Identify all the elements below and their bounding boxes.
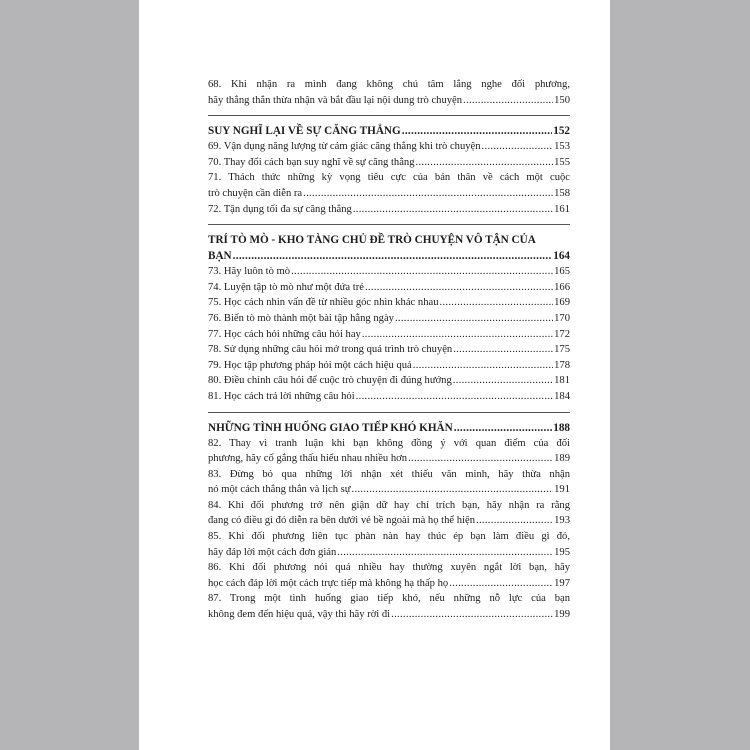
entry-title: 76. Biến tò mò thành một bài tập hằng ngày xyxy=(208,312,394,324)
entry-last-line xyxy=(208,155,570,171)
entry-last-line xyxy=(208,373,570,389)
entry-title: 78. Sử dụng những câu hỏi mở trong quá trình trò chuyện xyxy=(208,344,453,356)
dot-leader xyxy=(402,123,553,139)
section-spacer xyxy=(208,108,570,115)
entry-last-line xyxy=(208,327,570,343)
toc-entry xyxy=(208,280,570,296)
dot-leader xyxy=(353,202,553,218)
toc-entry xyxy=(208,295,570,311)
entry-text-line: 84. Khi đối phương trở nên giận dữ hay chỉ trích bạn, hãy nhận ra rằng xyxy=(208,499,570,511)
entry-page-number: 175 xyxy=(554,344,570,356)
entry-page-number: 153 xyxy=(554,141,570,153)
dot-leader xyxy=(362,327,553,343)
dot-leader xyxy=(476,513,553,529)
entry-title: hãy thẳng thắn thừa nhận và bắt đầu lại nội dung trò chuyện xyxy=(208,94,463,106)
dot-leader xyxy=(440,295,554,311)
entry-last-line xyxy=(208,264,570,280)
section-heading xyxy=(208,248,570,264)
entry-page-number: 191 xyxy=(554,484,570,496)
entry-last-line xyxy=(208,482,570,498)
book-page xyxy=(139,0,610,750)
entry-page-number: 181 xyxy=(554,375,570,387)
dot-leader xyxy=(408,451,553,467)
entry-page-number: 161 xyxy=(554,203,570,215)
entry-last-line xyxy=(208,607,570,623)
entry-title: 74. Luyện tập tò mò như một đứa trẻ xyxy=(208,281,364,293)
entry-text-line: 87. Trong một tình huống giao tiếp khó, nếu những nỗ lực của bạn xyxy=(208,593,570,605)
toc-section xyxy=(208,420,570,623)
dot-leader xyxy=(303,186,553,202)
toc-entry xyxy=(208,170,570,201)
dot-leader xyxy=(454,420,553,436)
entry-title: 72. Tận dụng tối đa sự căng thẳng xyxy=(208,203,352,215)
toc-section xyxy=(208,232,570,404)
section-spacer xyxy=(208,116,570,123)
entry-title: 79. Học tập phương pháp hỏi một cách hiệu quả xyxy=(208,359,412,371)
entry-last-line xyxy=(208,545,570,561)
entry-title: 70. Thay đổi cách bạn suy nghĩ về sự căng thẳng xyxy=(208,156,415,168)
entry-last-line xyxy=(208,139,570,155)
section-spacer xyxy=(208,405,570,412)
section-spacer xyxy=(208,413,570,420)
toc-entry xyxy=(208,327,570,343)
toc-entry xyxy=(208,139,570,155)
entry-page-number: 165 xyxy=(554,266,570,278)
section-spacer xyxy=(208,225,570,232)
entry-last-line xyxy=(208,295,570,311)
toc-entry xyxy=(208,264,570,280)
section-spacer xyxy=(208,217,570,224)
entry-page-number: 195 xyxy=(554,546,570,558)
entry-title: 80. Điều chỉnh câu hỏi để cuộc trò chuyện đi đúng hướng xyxy=(208,375,452,387)
dot-leader xyxy=(291,264,553,280)
dot-leader xyxy=(449,576,553,592)
entry-page-number: 193 xyxy=(554,515,570,527)
entry-last-line xyxy=(208,576,570,592)
entry-page-number: 184 xyxy=(554,390,570,402)
toc-entry xyxy=(208,77,570,108)
entry-last-line xyxy=(208,186,570,202)
entry-page-number: 172 xyxy=(554,328,570,340)
entry-title: hãy đáp lời một cách đơn giản xyxy=(208,546,337,558)
dot-leader xyxy=(395,311,553,327)
entry-text-line: 85. Khi đối phương liên tục phàn nàn hay thúc ép bạn làm điều gì đó, xyxy=(208,531,570,543)
entry-page-number: 158 xyxy=(554,187,570,199)
entry-title: phương, hãy cố gắng thấu hiểu nhau nhiều hơn xyxy=(208,453,408,465)
entry-text-line: 83. Đừng bỏ qua những lời nhận xét thiếu văn minh, hãy thừa nhận xyxy=(208,468,570,480)
entry-text-line: 71. Thách thức những kỳ vọng tiêu cực của bản thân về cách một cuộc xyxy=(208,172,570,184)
entry-last-line xyxy=(208,280,570,296)
toc-entry xyxy=(208,311,570,327)
entry-page-number: 170 xyxy=(554,312,570,324)
entry-last-line xyxy=(208,451,570,467)
entry-last-line xyxy=(208,342,570,358)
dot-leader xyxy=(453,342,553,358)
entry-page-number: 166 xyxy=(554,281,570,293)
toc-section xyxy=(208,123,570,217)
section-heading-text: SUY NGHĨ LẠI VỀ SỰ CĂNG THẲNG xyxy=(208,125,401,138)
toc-entry xyxy=(208,436,570,467)
entry-page-number: 155 xyxy=(554,156,570,168)
dot-leader xyxy=(337,545,553,561)
entry-last-line xyxy=(208,513,570,529)
entry-page-number: 197 xyxy=(554,577,570,589)
toc-entry xyxy=(208,373,570,389)
entry-title: 75. Học cách nhìn vấn đề từ nhiều góc nhìn khác nhau xyxy=(208,297,439,309)
entry-last-line xyxy=(208,311,570,327)
entry-text-line: 68. Khi nhận ra mình đang không chú tâm lắng nghe đối phương, xyxy=(208,79,570,90)
entry-text-line: 86. Khi đối phương nói quá nhiều hay thường xuyên ngắt lời bạn, hãy xyxy=(208,562,570,574)
entry-title: 73. Hãy luôn tò mò xyxy=(208,266,291,278)
entry-last-line xyxy=(208,389,570,405)
dot-leader xyxy=(352,482,554,498)
dot-leader xyxy=(233,248,553,264)
table-of-contents xyxy=(208,77,570,623)
section-heading-text: NHỮNG TÌNH HUỐNG GIAO TIẾP KHÓ KHĂN xyxy=(208,421,453,434)
toc-entry xyxy=(208,529,570,560)
entry-title: 77. Học cách hỏi những câu hỏi hay xyxy=(208,328,361,340)
toc-entry xyxy=(208,342,570,358)
dot-leader xyxy=(365,280,553,296)
entry-page-number: 150 xyxy=(554,94,570,106)
toc-entry xyxy=(208,591,570,622)
toc-entry xyxy=(208,389,570,405)
entry-title: 69. Vận dụng năng lượng từ cảm giác căng thẳng khi trò chuyện xyxy=(208,141,481,153)
toc-section xyxy=(208,77,570,108)
section-heading xyxy=(208,420,570,436)
entry-title: trò chuyện cần diễn ra xyxy=(208,187,303,199)
entry-title: nó một cách thẳng thắn và lịch sự xyxy=(208,484,351,496)
section-page-number: 188 xyxy=(553,421,570,434)
toc-entry xyxy=(208,202,570,218)
entry-title: không đem đến hiệu quả, vậy thì hãy rời đi xyxy=(208,609,391,621)
dot-leader xyxy=(413,358,553,374)
dot-leader xyxy=(463,93,553,109)
section-page-number: 152 xyxy=(553,125,570,138)
entry-page-number: 178 xyxy=(554,359,570,371)
dot-leader xyxy=(453,373,553,389)
section-heading-line: TRÍ TÒ MÒ - KHO TÀNG CHỦ ĐỀ TRÒ CHUYỆN VÔ TẬN CỦA xyxy=(208,234,536,247)
toc-entry xyxy=(208,498,570,529)
entry-last-line xyxy=(208,358,570,374)
dot-leader xyxy=(356,389,553,405)
entry-page-number: 169 xyxy=(554,297,570,309)
entry-page-number: 189 xyxy=(554,453,570,465)
toc-entry xyxy=(208,467,570,498)
toc-entry xyxy=(208,155,570,171)
section-heading xyxy=(208,123,570,139)
section-heading-text: BẠN xyxy=(208,250,232,263)
entry-last-line xyxy=(208,93,570,109)
dot-leader xyxy=(391,607,553,623)
section-page-number: 164 xyxy=(553,250,570,263)
entry-title: đang có điều gì đó diễn ra bên dưới vẻ bề ngoài mà họ thể hiện xyxy=(208,515,475,527)
dot-leader xyxy=(482,139,554,155)
entry-title: học cách đáp lời một cách trực tiếp mà không hạ thấp họ xyxy=(208,577,449,589)
entry-text-line: 82. Thay vì tranh luận khi bạn không đồng ý với quan điểm của đối xyxy=(208,437,570,449)
entry-page-number: 199 xyxy=(554,609,570,621)
entry-last-line xyxy=(208,202,570,218)
toc-entry xyxy=(208,560,570,591)
dot-leader xyxy=(416,155,554,171)
entry-title: 81. Học cách trả lời những câu hỏi xyxy=(208,390,355,402)
toc-entry xyxy=(208,358,570,374)
